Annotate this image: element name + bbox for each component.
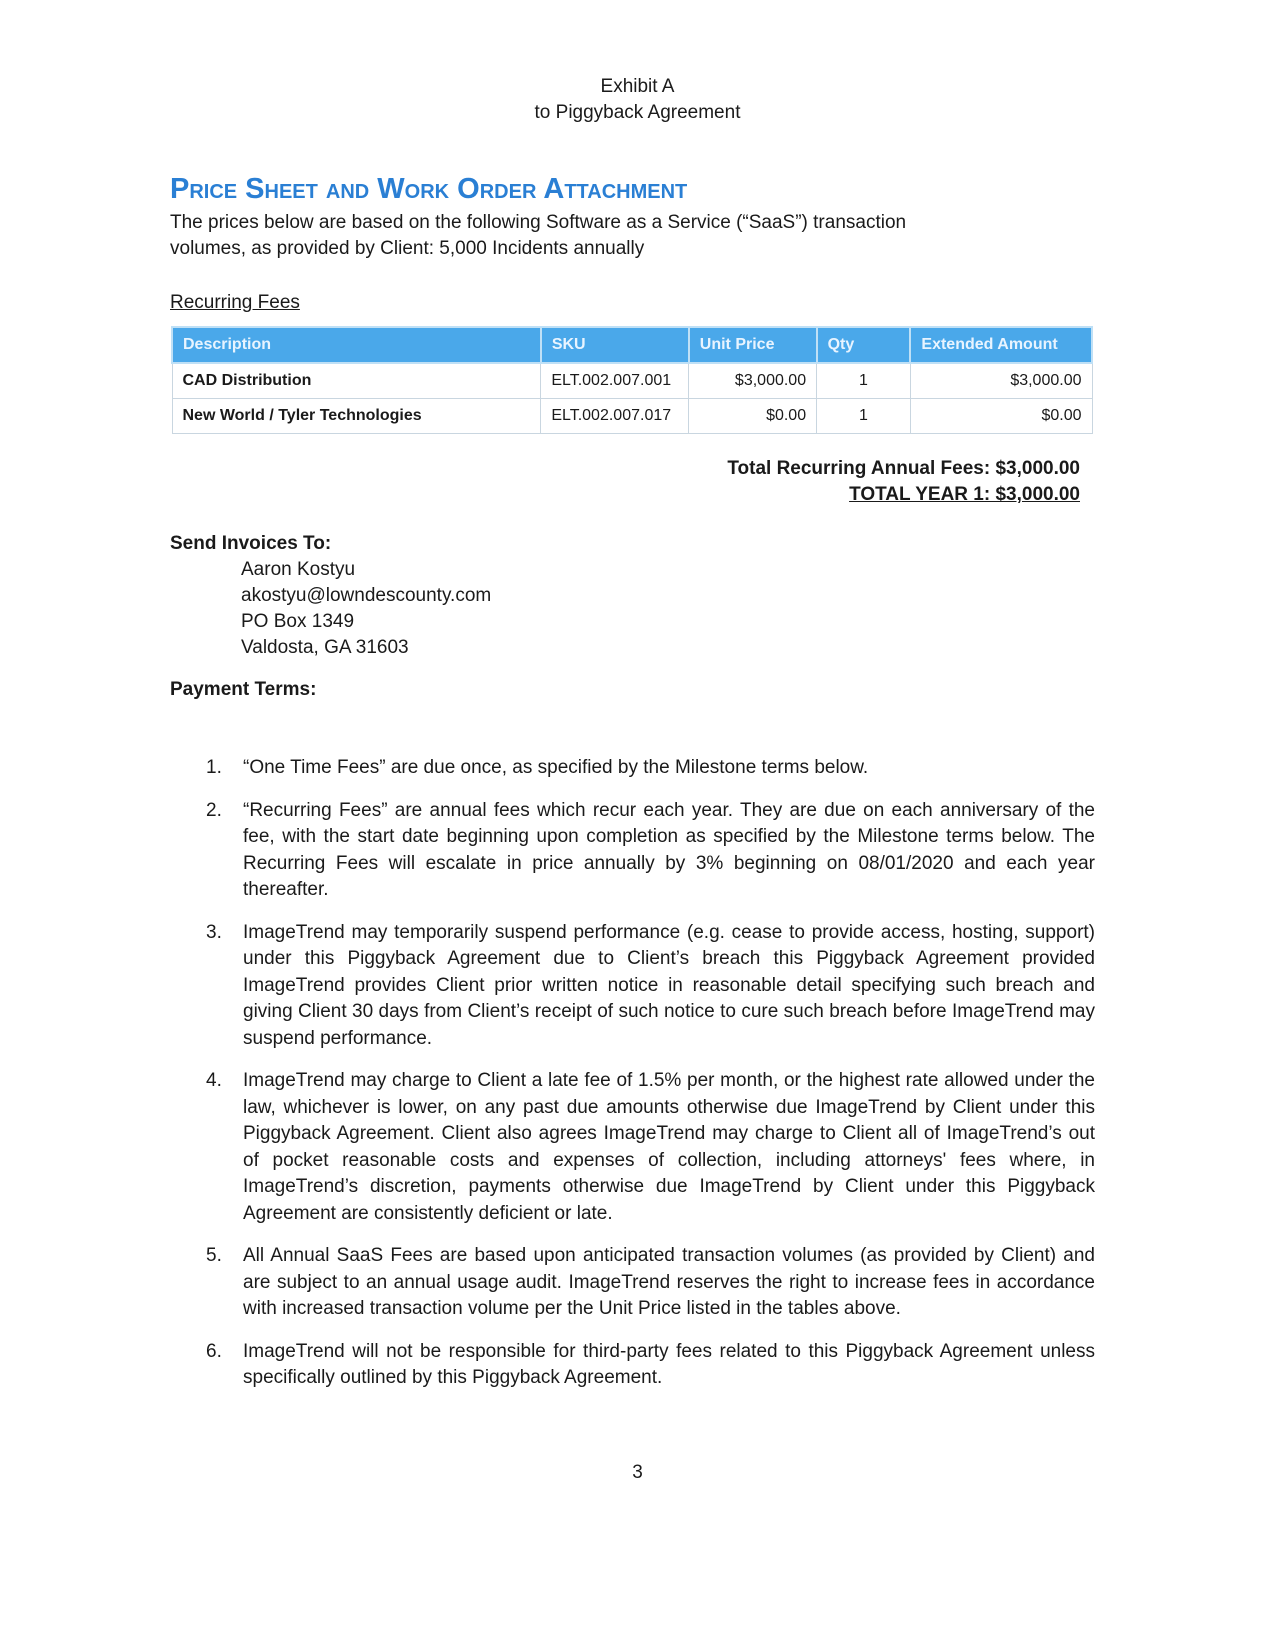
cell-qty: 1 xyxy=(817,399,911,434)
payment-terms-label: Payment Terms: xyxy=(170,679,317,700)
cell-description: New World / Tyler Technologies xyxy=(172,399,541,434)
recurring-fees-heading: Recurring Fees xyxy=(170,292,300,313)
col-header-unit-price: Unit Price xyxy=(689,327,817,363)
term-number: 4. xyxy=(206,1070,222,1091)
exhibit-label: Exhibit A xyxy=(600,76,675,97)
table-row xyxy=(172,399,1092,434)
cell-extended-amount: $0.00 xyxy=(910,399,1092,434)
term-number: 2. xyxy=(206,799,222,821)
term-number: 3. xyxy=(206,921,222,943)
page-title: Price Sheet and Work Order Attachment xyxy=(170,173,688,205)
col-header-extended-amount: Extended Amount xyxy=(910,327,1092,363)
payment-terms-list xyxy=(200,755,1095,1408)
cell-unit-price: $0.00 xyxy=(689,399,817,434)
list-item xyxy=(200,1068,1095,1227)
table-header-row xyxy=(172,327,1092,363)
list-item xyxy=(200,1339,1095,1392)
term-text: “Recurring Fees” are annual fees which recur each year. They are due on each anniversary of the fee, with the start date beginning upon completion as specified by the Milestone terms below. The Recurring Fees will escalate in price annually by 3% beginning on 08/01/2020 and each year thereafter. xyxy=(243,799,1095,900)
col-header-sku: SKU xyxy=(541,327,689,363)
invoice-po-box: PO Box 1349 xyxy=(241,611,355,632)
recurring-fees-table xyxy=(171,326,1093,434)
term-number: 1. xyxy=(206,757,222,778)
list-item xyxy=(200,920,1095,1053)
cell-qty: 1 xyxy=(817,363,911,399)
intro-paragraph xyxy=(170,210,950,262)
cell-extended-amount: $3,000.00 xyxy=(910,363,1092,399)
term-text: ImageTrend may temporarily suspend performance (e.g. cease to provide access, hosting, support) under this Piggyback Agreement due to Client’s breach this Piggyback Agreement provided ImageTrend provides Client prior written notice in reasonable detail specifying such breach and giving Client 30 days from Client’s receipt of such notice to cure such breach before ImageTrend may suspend performance. xyxy=(243,921,1095,1049)
list-item xyxy=(200,755,1095,782)
send-invoices-label: Send Invoices To: xyxy=(170,533,332,554)
col-header-qty: Qty xyxy=(817,327,911,363)
cell-description: CAD Distribution xyxy=(172,363,541,399)
table-row xyxy=(172,363,1092,399)
term-text: “One Time Fees” are due once, as specified by the Milestone terms below. xyxy=(243,757,869,778)
invoice-contact-name: Aaron Kostyu xyxy=(241,559,356,580)
term-text: ImageTrend may charge to Client a late fee of 1.5% per month, or the highest rate allowed under the law, whichever is lower, on any past due amounts otherwise due ImageTrend by Client under this Piggyback Agreement. Client also agrees ImageTrend may charge to Client all of ImageTrend’s out of pocket reasonable costs and expenses of collection, including attorneys' fees where, in ImageTrend’s discretion, payments otherwise due ImageTrend by Client under this Piggyback Agreement are consistently deficient or late. xyxy=(243,1070,1095,1224)
invoice-contact-email: akostyu@lowndescounty.com xyxy=(241,585,492,606)
list-item xyxy=(200,798,1095,904)
term-text: All Annual SaaS Fees are based upon anticipated transaction volumes (as provided by Client) and are subject to an annual usage audit. ImageTrend reserves the right to increase fees in accordance with increased transaction volume per the Unit Price listed in the tables above. xyxy=(243,1245,1095,1319)
cell-sku: ELT.002.007.001 xyxy=(541,363,689,399)
term-text: ImageTrend will not be responsible for third-party fees related to this Piggyback Agreement unless specifically outlined by this Piggyback Agreement. xyxy=(243,1340,1095,1388)
term-number: 5. xyxy=(206,1245,222,1266)
page-number: 3 xyxy=(632,1462,643,1483)
invoice-city: Valdosta, GA 31603 xyxy=(241,637,409,658)
term-number: 6. xyxy=(206,1340,222,1362)
list-item xyxy=(200,1243,1095,1323)
exhibit-subtitle: to Piggyback Agreement xyxy=(534,102,741,123)
col-header-description: Description xyxy=(172,327,541,363)
cell-unit-price: $3,000.00 xyxy=(689,363,817,399)
total-year-1: TOTAL YEAR 1: $3,000.00 xyxy=(849,484,1080,505)
cell-sku: ELT.002.007.017 xyxy=(541,399,689,434)
intro-line-2: volumes, as provided by Client: 5,000 Incidents annually xyxy=(170,238,645,259)
total-recurring-annual-fees: Total Recurring Annual Fees: $3,000.00 xyxy=(727,458,1080,479)
intro-line-1: The prices below are based on the following Software as a Service (“SaaS”) transaction xyxy=(170,212,907,233)
